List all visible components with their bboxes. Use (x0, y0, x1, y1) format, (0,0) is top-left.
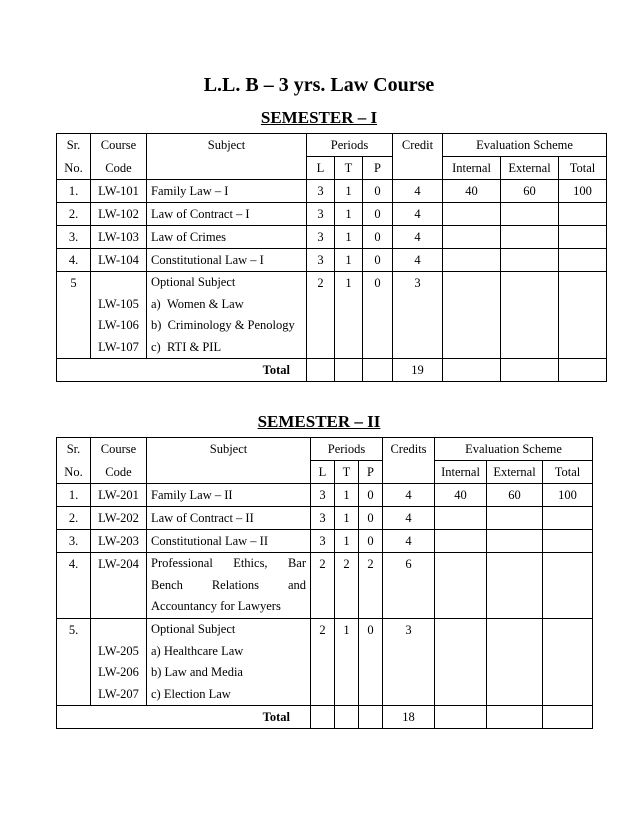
header-subject-blank (147, 157, 307, 180)
total-credit: 18 (383, 706, 435, 729)
header-sr-top: Sr. (57, 134, 91, 157)
cell-t: 1 (335, 203, 363, 226)
cell-internal (435, 553, 487, 619)
cell-l: 3 (311, 507, 335, 530)
header-credit-blank (393, 157, 443, 180)
cell-total: 100 (543, 484, 593, 507)
header-row-bottom (57, 461, 593, 484)
header-credit: Credit (393, 134, 443, 157)
cell-t: 1 (335, 272, 363, 359)
cell-t (335, 359, 363, 382)
cell-code: LW-204 (91, 553, 147, 619)
total-row (57, 706, 593, 729)
subject-word: Bar (287, 556, 306, 570)
optional-subject-label: Optional Subject (151, 275, 236, 289)
cell-l: 2 (311, 619, 335, 706)
header-external: External (487, 461, 543, 484)
cell-l: 2 (311, 553, 335, 619)
cell-internal (435, 706, 487, 729)
cell-p: 0 (359, 619, 383, 706)
cell-p: 0 (363, 272, 393, 359)
table-row (57, 530, 593, 553)
option-code: LW-105 (98, 296, 139, 311)
table-row (57, 553, 593, 619)
option-name: c) Election Law (151, 686, 231, 701)
header-subject: Subject (147, 438, 311, 461)
cell-internal (443, 203, 501, 226)
cell-external (501, 359, 559, 382)
cell-credit: 4 (383, 507, 435, 530)
cell-credit: 4 (393, 249, 443, 272)
cell-external (501, 226, 559, 249)
cell-external: 60 (487, 484, 543, 507)
cell-total (559, 272, 607, 359)
cell-total (559, 249, 607, 272)
option-name: c) RTI & PIL (151, 339, 222, 354)
cell-p: 0 (363, 180, 393, 203)
header-external: External (501, 157, 559, 180)
cell-p: 0 (363, 249, 393, 272)
header-total: Total (559, 157, 607, 180)
table-row (57, 203, 607, 226)
cell-internal (443, 226, 501, 249)
header-evaluation: Evaluation Scheme (443, 134, 607, 157)
cell-code: LW-104 (91, 249, 147, 272)
option-code: LW-207 (98, 686, 139, 701)
cell-external (501, 249, 559, 272)
option-code: LW-206 (98, 665, 139, 679)
cell-p: 0 (359, 530, 383, 553)
option-code: LW-107 (98, 339, 139, 354)
cell-p (359, 706, 383, 729)
total-label: Total (57, 359, 307, 382)
cell-t: 2 (335, 553, 359, 619)
cell-l: 3 (307, 249, 335, 272)
cell-l (307, 359, 335, 382)
option-name: a) Women & Law (151, 296, 244, 311)
subject-word: Professional (151, 556, 213, 570)
cell-internal (435, 507, 487, 530)
cell-sr: 5. (57, 619, 91, 706)
cell-code: LW-102 (91, 203, 147, 226)
cell-t: 1 (335, 507, 359, 530)
cell-code: LW-203 (91, 530, 147, 553)
cell-total (559, 226, 607, 249)
cell-t: 1 (335, 530, 359, 553)
cell-subject: Law of Contract – II (147, 507, 311, 530)
cell-p: 2 (359, 553, 383, 619)
cell-p: 0 (359, 507, 383, 530)
cell-sr: 2. (57, 203, 91, 226)
cell-external (501, 203, 559, 226)
cell-code: LW-201 (91, 484, 147, 507)
cell-p: 0 (363, 203, 393, 226)
header-p: P (363, 157, 393, 180)
header-sr-bottom: No. (57, 157, 91, 180)
cell-code: LW-101 (91, 180, 147, 203)
cell-credit: 4 (383, 530, 435, 553)
cell-external: 60 (501, 180, 559, 203)
cell-total: 100 (559, 180, 607, 203)
header-code-bottom: Code (91, 157, 147, 180)
cell-internal: 40 (443, 180, 501, 203)
cell-credit: 3 (383, 619, 435, 706)
header-l: L (307, 157, 335, 180)
header-p: P (359, 461, 383, 484)
cell-p (363, 359, 393, 382)
total-credit: 19 (393, 359, 443, 382)
option-code: LW-106 (98, 318, 139, 332)
cell-l (311, 706, 335, 729)
total-label: Total (57, 706, 311, 729)
cell-external (487, 507, 543, 530)
table-row (57, 249, 607, 272)
total-row (57, 359, 607, 382)
cell-subject: Family Law – II (147, 484, 311, 507)
cell-subject: Constitutional Law – II (147, 530, 311, 553)
cell-internal (435, 619, 487, 706)
cell-t: 1 (335, 226, 363, 249)
cell-external (487, 706, 543, 729)
cell-code-list (91, 272, 147, 359)
option-name: b) Criminology & Penology (151, 318, 295, 332)
cell-sr: 1. (57, 180, 91, 203)
optional-row (57, 619, 593, 706)
cell-total (559, 203, 607, 226)
header-sr-top: Sr. (57, 438, 91, 461)
cell-sr: 3. (57, 530, 91, 553)
header-periods: Periods (311, 438, 383, 461)
header-t: T (335, 157, 363, 180)
cell-sr: 2. (57, 507, 91, 530)
subject-word: Ethics, (233, 556, 268, 570)
table-row (57, 484, 593, 507)
cell-internal (443, 359, 501, 382)
cell-total (543, 619, 593, 706)
header-credit-blank (383, 461, 435, 484)
header-row-bottom (57, 157, 607, 180)
cell-subject: Law of Contract – I (147, 203, 307, 226)
semester-2-heading: SEMESTER – II (257, 412, 381, 431)
cell-sr: 4. (57, 553, 91, 619)
header-internal: Internal (443, 157, 501, 180)
cell-l: 3 (311, 484, 335, 507)
cell-credit: 4 (383, 484, 435, 507)
cell-sr: 1. (57, 484, 91, 507)
table-row (57, 226, 607, 249)
cell-t (335, 706, 359, 729)
header-code-top: Course (91, 134, 147, 157)
cell-code-list (91, 619, 147, 706)
header-row-top (57, 134, 607, 157)
header-evaluation: Evaluation Scheme (435, 438, 593, 461)
cell-subject: Law of Crimes (147, 226, 307, 249)
option-code: LW-205 (98, 643, 139, 658)
cell-l: 3 (307, 203, 335, 226)
header-credit: Credits (383, 438, 435, 461)
cell-p: 0 (359, 484, 383, 507)
cell-external (487, 553, 543, 619)
cell-subject: Constitutional Law – I (147, 249, 307, 272)
semester-1-table (56, 133, 607, 382)
cell-credit: 4 (393, 180, 443, 203)
cell-total (543, 530, 593, 553)
table-row (57, 507, 593, 530)
cell-sr: 4. (57, 249, 91, 272)
cell-external (487, 619, 543, 706)
cell-external (501, 272, 559, 359)
cell-external (487, 530, 543, 553)
cell-sr: 5 (57, 272, 91, 359)
subject-word: and (287, 577, 306, 592)
cell-subject-multiline (147, 553, 311, 619)
cell-t: 1 (335, 484, 359, 507)
header-subject-blank (147, 461, 311, 484)
semester-1-heading: SEMESTER – I (260, 108, 378, 127)
cell-internal (443, 249, 501, 272)
cell-total (543, 706, 593, 729)
cell-credit: 4 (393, 226, 443, 249)
cell-subject: Family Law – I (147, 180, 307, 203)
cell-internal (443, 272, 501, 359)
cell-l: 3 (307, 226, 335, 249)
subject-word: Accountancy for Lawyers (151, 599, 281, 613)
semester-2-table (56, 437, 593, 729)
optional-subject-label: Optional Subject (151, 622, 236, 636)
header-code-top: Course (91, 438, 147, 461)
cell-t: 1 (335, 249, 363, 272)
subject-word: Bench (151, 577, 183, 592)
header-t: T (335, 461, 359, 484)
header-row-top (57, 438, 593, 461)
header-periods: Periods (307, 134, 393, 157)
option-name: a) Healthcare Law (151, 643, 244, 658)
header-sr-bottom: No. (57, 461, 91, 484)
cell-t: 1 (335, 180, 363, 203)
cell-total (559, 359, 607, 382)
cell-credit: 3 (393, 272, 443, 359)
header-l: L (311, 461, 335, 484)
table-row (57, 180, 607, 203)
cell-subject-list (147, 272, 307, 359)
header-code-bottom: Code (91, 461, 147, 484)
header-subject: Subject (147, 134, 307, 157)
cell-l: 3 (307, 180, 335, 203)
cell-total (543, 507, 593, 530)
cell-internal: 40 (435, 484, 487, 507)
cell-subject-list (147, 619, 311, 706)
cell-p: 0 (363, 226, 393, 249)
cell-code: LW-103 (91, 226, 147, 249)
cell-credit: 4 (393, 203, 443, 226)
page-title: L.L. B – 3 yrs. Law Course (203, 74, 435, 96)
cell-l: 3 (311, 530, 335, 553)
optional-row (57, 272, 607, 359)
cell-credit: 6 (383, 553, 435, 619)
cell-code: LW-202 (91, 507, 147, 530)
cell-total (543, 553, 593, 619)
cell-l: 2 (307, 272, 335, 359)
cell-internal (435, 530, 487, 553)
header-internal: Internal (435, 461, 487, 484)
header-total: Total (543, 461, 593, 484)
cell-sr: 3. (57, 226, 91, 249)
cell-t: 1 (335, 619, 359, 706)
option-name: b) Law and Media (151, 665, 243, 679)
subject-word: Relations (211, 577, 260, 592)
